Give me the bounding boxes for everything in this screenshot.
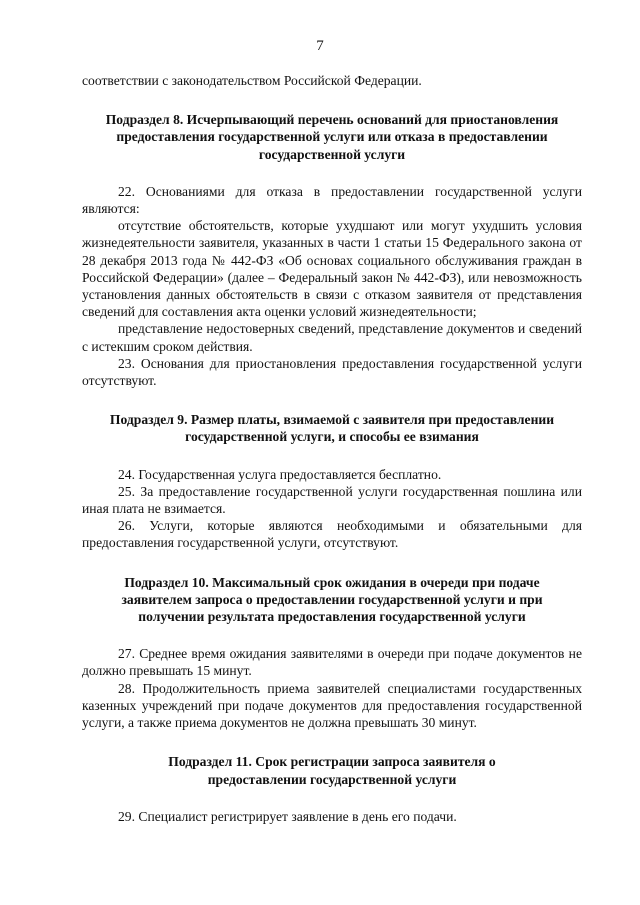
section-heading: Подраздел 8. Исчерпывающий перечень оснований для приостановления предоставления государственной услуги или отказа в предоставлении государственной услуги <box>105 112 559 162</box>
paragraph: 26. Услуги, которые являются необходимыми и обязательными для предоставления государственной услуги, отсутствуют. <box>82 518 582 551</box>
paragraph: 23. Основания для приостановления предоставления государственной услуги отсутствуют. <box>82 355 582 389</box>
section-9 <box>82 411 582 551</box>
paragraph: 25. За предоставление государственной услуги государственная пошлина или иная плата не взимается. <box>82 483 582 517</box>
section-heading: Подраздел 10. Максимальный срок ожидания в очереди при подаче заявителем запроса о предоставлении государственной услуги и при получении результата предоставления государственной услуги <box>121 574 543 625</box>
document-body <box>82 72 582 825</box>
continuation-text: соответствии с законодательством Российской Федерации. <box>82 73 422 88</box>
paragraph: представление недостоверных сведений, представление документов и сведений с истекшим сроком действия. <box>82 321 582 354</box>
section-8 <box>82 111 582 389</box>
paragraph: отсутствие обстоятельств, которые ухудшают или могут ухудшить условия жизнедеятельности заявителя, указанных в части 1 статьи 15 Федерального закона от 28 декабря 2013 года № 442-ФЗ «Об основах социального обслуживания граждан в Российской Федерации» (далее – Федеральный закон № 442-ФЗ), или невозможность установления данных обстоятельств в связи с отказом заявителя от представления сведений для составления акта оценки условий жизнедеятельности; <box>82 218 582 320</box>
section-heading: Подраздел 9. Размер платы, взимаемой с заявителя при предоставлении государственной услуги, и способы ее взимания <box>109 412 555 445</box>
section-heading: Подраздел 11. Срок регистрации запроса заявителя о предоставлении государственной услуги <box>168 754 496 787</box>
section-10 <box>82 574 582 732</box>
paragraph: 22. Основаниями для отказа в предоставлении государственной услуги являются: <box>82 183 582 217</box>
paragraph: 27. Среднее время ожидания заявителями в очереди при подаче документов не должно превышать 15 минут. <box>82 646 582 679</box>
page-number: 7 <box>316 38 324 54</box>
section-11 <box>82 753 582 825</box>
paragraph: 28. Продолжительность приема заявителей специалистами государственных казенных учреждений при подаче документов для предоставления государственной услуги, а также приема документов не должна превышать 30 минут. <box>82 680 582 731</box>
paragraph: 29. Специалист регистрирует заявление в день его подачи. <box>118 808 457 824</box>
paragraph: 24. Государственная услуга предоставляется бесплатно. <box>118 466 442 482</box>
